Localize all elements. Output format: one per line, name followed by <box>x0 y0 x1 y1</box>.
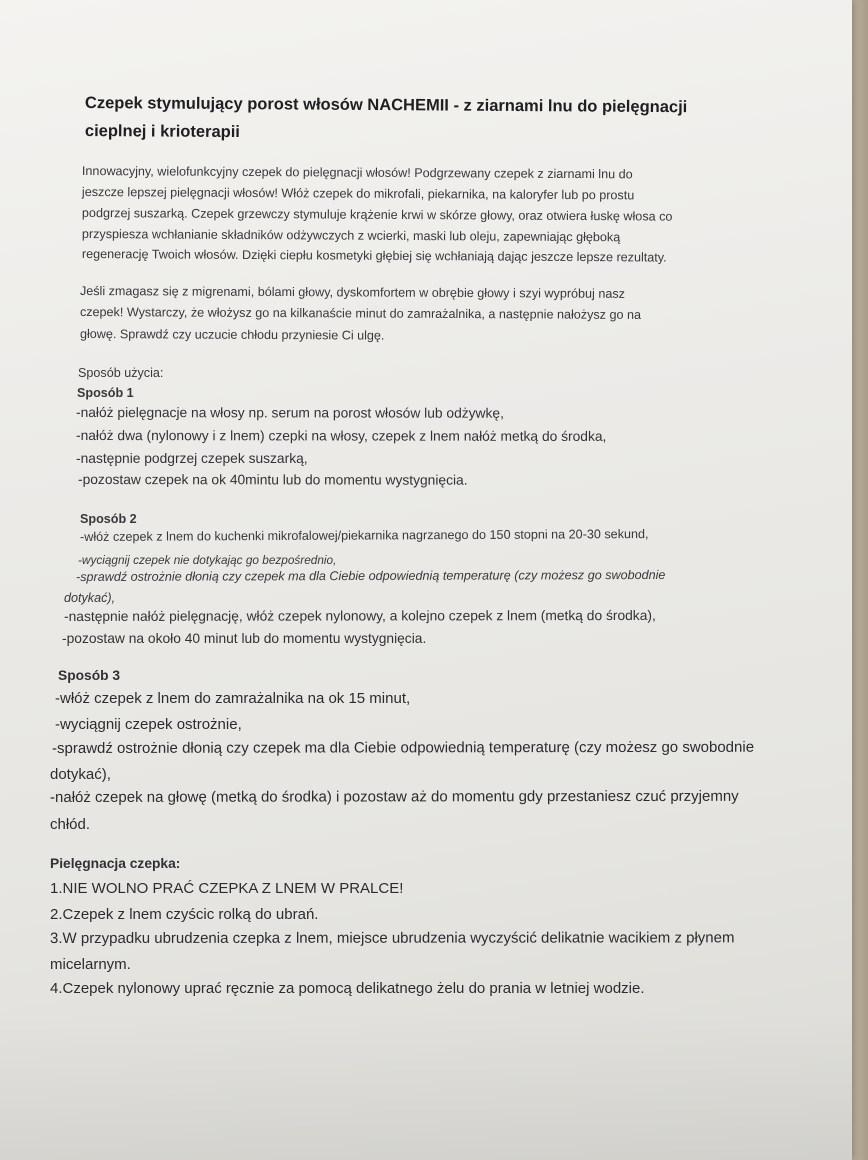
care-item: 1.NIE WOLNO PRAĆ CZEPKA Z LNEM W PRALCE! <box>50 880 404 897</box>
method-1-heading: Sposób 1 <box>77 386 134 400</box>
method-3-step: -nałóż czepek na głowę (metką do środka) i pozostaw aż do momentu gdy przestaniesz czuć przyjemny <box>50 787 739 806</box>
method-3-step: -wyciągnij czepek ostrożnie, <box>55 716 242 733</box>
document-title-line-2: cieplnej i krioterapii <box>84 122 240 142</box>
method-3-step: -włóż czepek z lnem do zamrażalnika na ok 15 minut, <box>55 690 411 707</box>
method-1-step: -nałóż dwa (nylonowy i z lnem) czepki na włosy, czepek z lnem nałóż metką do środka, <box>75 428 607 444</box>
migraine-line: głowę. Sprawdź czy uczucie chłodu przyniesie Ci ulgę. <box>79 327 385 343</box>
migraine-line: Jeśli zmagasz się z migrenami, bólami głowy, dyskomfortem w obrębie głowy i szyi wypróbuj nasz <box>79 284 625 301</box>
method-3-step: dotykać), <box>50 766 111 783</box>
method-2-step: -sprawdź ostrożnie dłonią czy czepek ma dla Ciebie odpowiednią temperaturę (czy możesz go swobodnie <box>76 567 666 584</box>
intro-line: regenerację Twoich włosów. Dzięki ciepłu kosmetyki głębiej się wchłaniają dając jeszcze lepsze rezultaty. <box>81 247 667 265</box>
method-1-step: -pozostaw czepek na ok 40mintu lub do momentu wystygnięcia. <box>77 472 468 488</box>
care-heading: Pielęgnacja czepka: <box>50 856 181 871</box>
method-1-step: -nałóż pielęgnacje na włosy np. serum na porost włosów lub odżywkę, <box>75 405 504 421</box>
care-item: micelarnym. <box>50 956 131 973</box>
usage-heading: Sposób użycia: <box>78 366 164 380</box>
care-item: 2.Czepek z lnem czyścic rolką do ubrań. <box>50 906 319 923</box>
paper-shadow <box>0 1010 852 1160</box>
method-3-heading: Sposób 3 <box>58 668 121 683</box>
document-title-line-1: Czepek stymulujący porost włosów NACHEMII - z ziarnami lnu do pielęgnacji <box>84 94 688 117</box>
method-2-step: -włóż czepek z lnem do kuchenki mikrofalowej/piekarnika nagrzanego do 150 stopni na 20-30 sekund, <box>80 527 649 544</box>
intro-line: podgrzej suszarką. Czepek grzewczy stymuluje krążenie krwi w skórze głowy, oraz otwiera łuskę włosa co <box>81 206 673 224</box>
method-2-step: -pozostaw na około 40 minut lub do momentu wystygnięcia. <box>62 631 427 646</box>
method-2-step: -następnie nałóż pielęgnację, włóż czepek nylonowy, a kolejno czepek z lnem (metką do środka), <box>64 607 656 624</box>
method-3-step: -sprawdź ostrożnie dłonią czy czepek ma dla Ciebie odpowiednią temperaturę (czy możesz go swobodnie <box>52 738 755 757</box>
method-2-step: -wyciągnij czepek nie dotykając go bezpośrednio, <box>78 553 337 567</box>
migraine-line: czepek! Wystarczy, że włożysz go na kilkanaście minut do zamrażalnika, a następnie nałożysz go na <box>79 305 642 322</box>
intro-line: jeszcze lepszej pielęgnacji włosów! Włóż czepek do mikrofali, piekarnika, na kaloryfer lub po prostu <box>81 185 635 203</box>
method-2-step: dotykać), <box>64 591 116 605</box>
intro-line: Innowacyjny, wielofunkcyjny czepek do pielęgnacji włosów! Podgrzewany czepek z ziarnami lnu do <box>81 164 633 182</box>
method-2-heading: Sposób 2 <box>80 512 137 526</box>
care-item: 3.W przypadku ubrudzenia czepka z lnem, miejsce ubrudzenia wyczyścić delikatnie wacikiem z płynem <box>50 929 735 947</box>
intro-line: przyspiesza wchłanianie składników odżywczych z wcierki, maski lub oleju, zapewniając głęboką <box>81 227 621 245</box>
method-1-step: -następnie podgrzej czepek suszarką, <box>76 451 308 466</box>
method-3-step: chłód. <box>50 816 91 833</box>
care-item: 4.Czepek nylonowy uprać ręcznie za pomocą delikatnego żelu do prania w letniej wodzie. <box>50 980 645 997</box>
